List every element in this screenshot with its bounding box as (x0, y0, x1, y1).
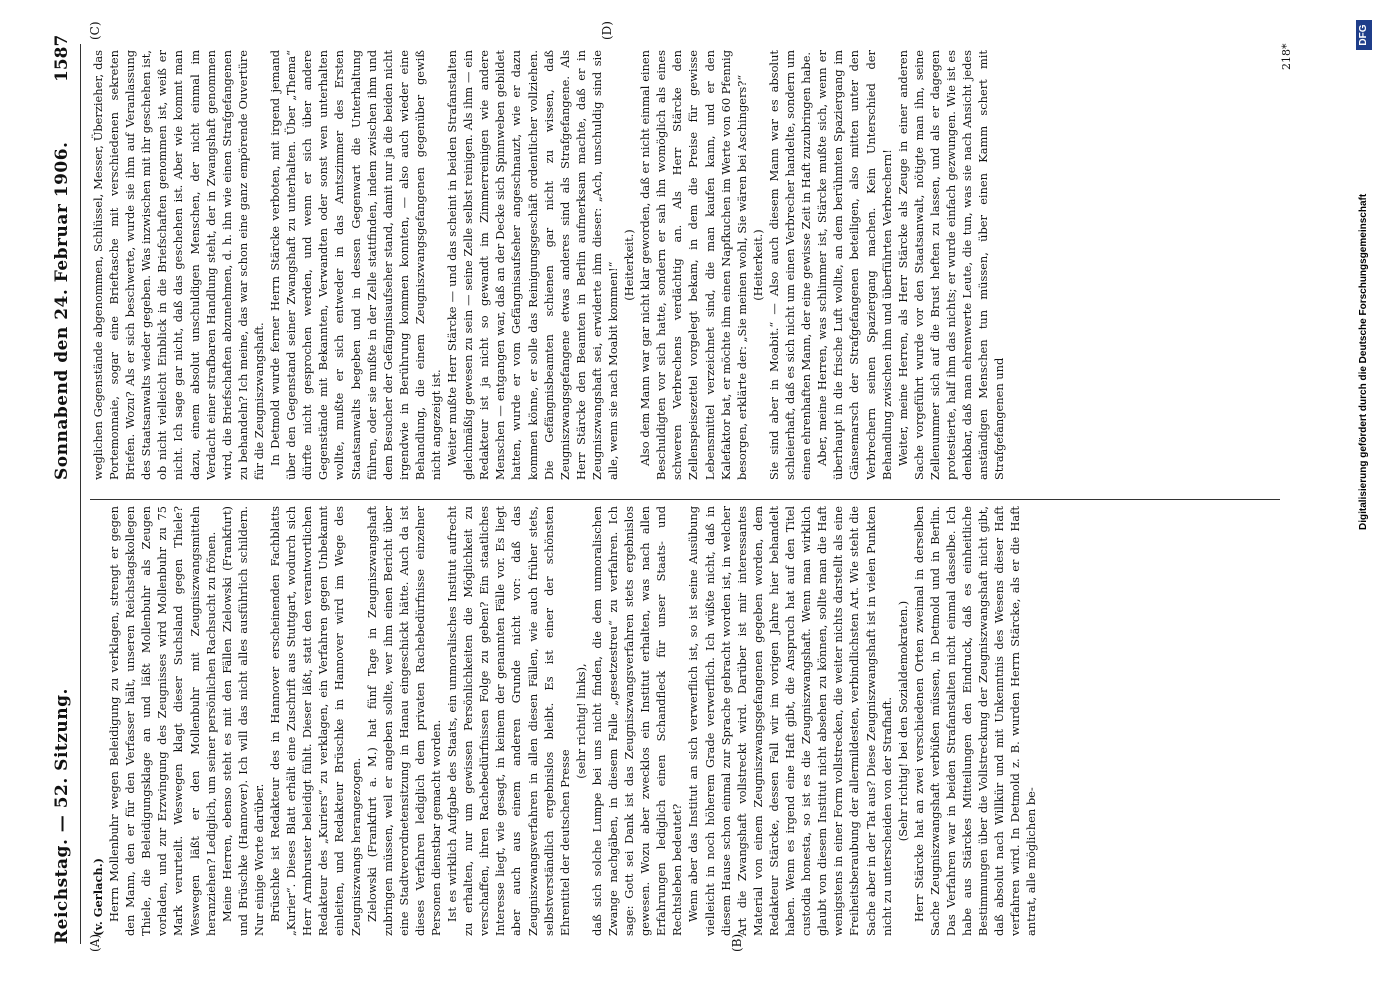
header-rule (80, 44, 81, 944)
paragraph: Herrn Mollenbuhr wegen Beleidigung zu verklagen, strengt er gegen den Mann, den er für den Verfasser hält, unseren Reichstagskollegen Thiele, die Beleidigungsklage an und läßt Mollenbuhr als Zeugen vorladen, und zur Erzwingung des Zeugnisses wird Mollenbuhr zu 75 Mark verurteilt. Weswegen klagt dieser Suchsland gegen Thiele? Weswegen läßt er den Mollenbuhr mit Zeugniszwangsmitteln heranziehen? Lediglich, um seiner persönlichen Rachsucht zu frönen. (107, 506, 218, 936)
interjection: (Heiterkeit.) (750, 229, 765, 301)
digitization-credit (1356, 0, 1376, 1000)
column-divider (90, 499, 1280, 500)
paragraph: Weiter, meine Herren, als Herr Stärcke als Zeuge in einer anderen Sache vorgeführt wurde vor den Staatsanwalt, nötigte man ihn, seine Zellenummer sich auf die Brust heften zu lassen, und als er dagegen protestierte, half ihm das nichts; er wurde einfach gezwungen. Wie ist es denkbar, daß man ehrenwerte Leute, die tun, was sie nach Ansicht jedes anständigen Menschen tun müssen, über einen Kamm schert mit Strafgefangenen und (895, 50, 1007, 480)
paragraph: Wenn aber das Institut an sich verwerflich ist, so ist seine Ausübung vielleicht in noch höherem Grade verwerflich. Ich wüßte nicht, daß in diesem Hause schon einmal zur Sprache gebracht worden ist, in welcher Art die Zwangshaft vollstreckt wird. Darüber ist mir interessantes Material von einem Zeugniszwangsgefangenen gegeben worden, dem Redakteur Stärcke, dessen Fall wir im vorigen Jahre hier behandelt haben. Wenn es irgend eine Haft gibt, die Anspruch hat auf den Titel custodia honesta, so ist es die Zeugniszwangshaft. Wenn man wirklich glaubt von diesem Institut nicht absehen zu können, sollte man die Haft wenigstens in einer Form vollstrecken, die weiter nichts darstellt als eine Freiheitsberaubung der allermildesten, verbindlichsten Art. Wie steht die Sache aber in der Tat aus? Diese Zeugniszwangshaft ist in vielen Punkten nicht zu unterscheiden von der Strafhaft. (686, 506, 894, 936)
page-header (52, 0, 76, 1000)
interjection: (Sehr richtig! bei den Sozialdemokraten.) (895, 600, 910, 842)
digitization-text: Digitalisierung gefördert durch die Deutsche Forschungsgemeinschaft (1358, 193, 1369, 530)
margin-marker-d: (D) (600, 21, 614, 40)
interjection: (Heiterkeit.) (622, 229, 637, 301)
paragraph: daß sich solche Lumpe bei uns nicht finden, die dem unmoralischen Zwange nachgäben, in diesem Falle „gesetzestreu“ zu verfahren. Ich sage: Gott sei Dank ist das Zeugniszwangsverfahren stets ergebnislos gewesen. Wozu aber zwecklos ein Institut erhalten, was nach allen Erfahrungen lediglich einen Schandfleck für unser Staats- und Rechtsleben bedeutet? (589, 506, 685, 936)
paragraph: Ist es wirklich Aufgabe des Staats, ein unmoralisches Institut aufrecht zu erhalten, nur um gewissen Persönlichkeiten die Möglichkeit zu verschaffen, ihren Rachebedürfnissen Folge zu geben? Ein staatliches Interesse liegt, wie gesagt, in keinem der genannten Fälle vor. Es liegt aber auch aus einem anderen Grunde nicht vor: daß das Zeugniszwangsverfahren in allen diesen Fällen, wie auch früher stets, selbstverständlich ergebnislos bleibt. Es ist einer der schönsten Ehrentitel der deutschen Presse (445, 506, 572, 936)
page-number: 1587 (52, 34, 72, 82)
interjection: (sehr richtig! links), (573, 663, 588, 779)
paragraph: Herr Stärcke hat an zwei verschiedenen Orten zweimal in derselben Sache Zeugniszwangshaft verbüßen müssen, in Detmold und in Berlin. Das Verfahren war in beiden Strafanstalten nicht einmal dasselbe. Ich habe aus Stärckes Mitteilungen den Eindruck, daß es einheitliche Bestimmungen über die Vollstreckung der Zeugniszwangshaft nicht gibt, daß absolut nach Willkür und mit Unkenntnis des Wesens dieser Haft verfahren wird. In Detmold z. B. wurden Herrn Stärcke, als er die Haft antrat, alle möglichen be- (911, 506, 1039, 936)
right-column (90, 50, 1270, 480)
paragraph: Also dem Mann war gar nicht klar geworden, daß er nicht einmal einen Beschuldigten vor sich hatte, sondern er sah ihn womöglich als eines schweren Verbrechens verdächtig an. Als Herr Stärcke den Zellenspeisezettel vorgelegt bekam, in dem die Preise für gewisse Lebensmittel verzeichnet sind, die man kaufen kann, und er den Kalefaktor bat, er möchte ihm einen Napfkuchen im Werte von 60 Pfennig besorgen, erklärte der: „Sie meinen wohl, Sie wären bei Aschingers?“ (638, 50, 749, 480)
paragraph: In Detmold wurde ferner Herrn Stärcke verboten, mit irgend jemand über den Gegenstand seiner Zwangshaft zu unterhalten. Über „Thema“ dürfte nicht gesprochen werden, und wenn er sich über andere Gegenstände mit Bekannten, Verwandten oder sonst wen unterhalten wollte, mußte er sich entweder in das Amtszimmer des Ersten Staatsanwalts begeben und in dessen Gegenwart die Unterhaltung führen, oder sie mußte in der Zelle stattfinden, indem zwischen ihm und dem Besucher der Gefängnisaufseher stand, damit nur ja die beiden nicht irgendwie in Berührung kommen konnten, — also auch wieder eine Behandlung, die einem Zeugniszwangsgefangenen gegenüber gewiß nicht angezeigt ist. (268, 50, 443, 480)
margin-marker-a: (A) (88, 933, 102, 952)
signature-mark: 218* (1280, 43, 1293, 70)
paragraph: Sie sind aber in Moabit.“ — Also auch diesem Mann war es absolut schleierhaft, daß es sich nicht um einen Verbrecher handelte, sondern um einen ehrenhaften Mann, der eine gewisse Zeit in Haft zuzubringen habe. (766, 50, 814, 480)
paragraph: weglichen Gegenstände abgenommen, Schlüssel, Messer, Überzieher, das Portemonnaie, sogar eine Brieftasche mit verschiedenen sekreten Briefen. Wozu? Als er sich beschwerte, wurde sie ihm auf Veranlassung des Staatsanwalts wieder gegeben. Was inzwischen mit ihr geschehen ist, ob nicht vielleicht Einblick in die Briefschaften genommen ist, weiß er nicht. Ich sage gar nicht, daß das geschehen ist. Aber wie kommt man dazu, einem absolut unschuldigen Menschen, der nicht einmal im Verdacht einer strafbaren Handlung steht, der in Zwangshaft genommen wird, die Briefschaften abzunehmen, d. h. ihn wie einen Strafgefangenen zu behandeln? Ich meine, das war schon eine ganz empörende Ouvertüre für die Zeugniszwangshaft. (91, 50, 266, 480)
margin-marker-c: (C) (88, 21, 102, 40)
speaker-name: (v. Gerlach.) (91, 857, 105, 936)
left-column (90, 506, 1270, 936)
paragraph: Meine Herren, ebenso steht es mit den Fällen Zielowski (Frankfurt) und Brüschke (Hannover). Ich will das nicht alles ausführlich schildern. Nur einige Worte darüber. (219, 506, 266, 936)
margin-marker-b: (B) (730, 933, 744, 952)
dfg-logo-icon: DFG (1356, 20, 1372, 50)
paragraph: Aber, meine Herren, was schlimmer ist, Stärcke mußte sich, wenn er überhaupt in die frische Luft wollte, an dem berühmten Spaziergang im Gänsemarsch der Strafgefangenen beteiligen, also mitten unter den Verbrechern seinen Spaziergang machen. Kein Unterschied der Behandlung zwischen ihm und überführten Verbrechern! (815, 50, 894, 480)
paragraph: Brüschke ist Redakteur des in Hannover erscheinenden Fachblatts „Kurier“. Dieses Blatt erhält eine Zuschrift aus Stuttgart, wodurch sich Herr Armbruster beleidigt fühlt. Dieser läßt, statt den verantwortlichen Redakteur des „Kuriers“ zu verklagen, ein Verfahren gegen Unbekannt einleiten, und Redakteur Brüschke in Hannover wird im Wege des Zeugniszwangs herangezogen. (268, 506, 363, 936)
header-date: Sonnabend den 24. Februar 1906. (52, 141, 72, 480)
paragraph: Zielowski (Frankfurt a. M.) hat fünf Tage in Zeugniszwangshaft zubringen müssen, weil er angeben sollte, wer ihm einen Bericht über eine Stadtverordnetensitzung in Hanau eingeschickt hätte. Auch da ist dieses Verfahren lediglich dem privaten Rachebedürfnisse einzelner Personen dienstbar gemacht worden. (364, 506, 443, 936)
paragraph: Weiter mußte Herr Stärcke — und das scheint in beiden Strafanstalten gleichmäßig gewesen zu sein — seine Zelle selbst reinigen. Als ihm — ein Redakteur ist ja nicht so gewandt im Zimmerreinigen wie andere Menschen — entgangen war, daß an der Decke sich Spinnweben gebildet hatten, wurde er vom Gefängnisaufseher angeschnauzt, wie er dazu kommen könne, er solle das Reinigungsgeschäft ordentlicher vollziehen. Die Gefängnisbeamten schienen gar nicht zu wissen, daß Zeugniszwangsgefangene etwas anderes sind als Strafgefangene. Als Herr Stärcke den Beamten in Berlin aufmerksam machte, daß er in Zeugniszwangshaft sei, erwiderte ihm dieser: „Ach, unschuldig sind sie alle, wenn sie nach Moabit kommen!“ (445, 50, 620, 480)
header-title: Reichstag. — 52. Sitzung. (52, 688, 72, 944)
